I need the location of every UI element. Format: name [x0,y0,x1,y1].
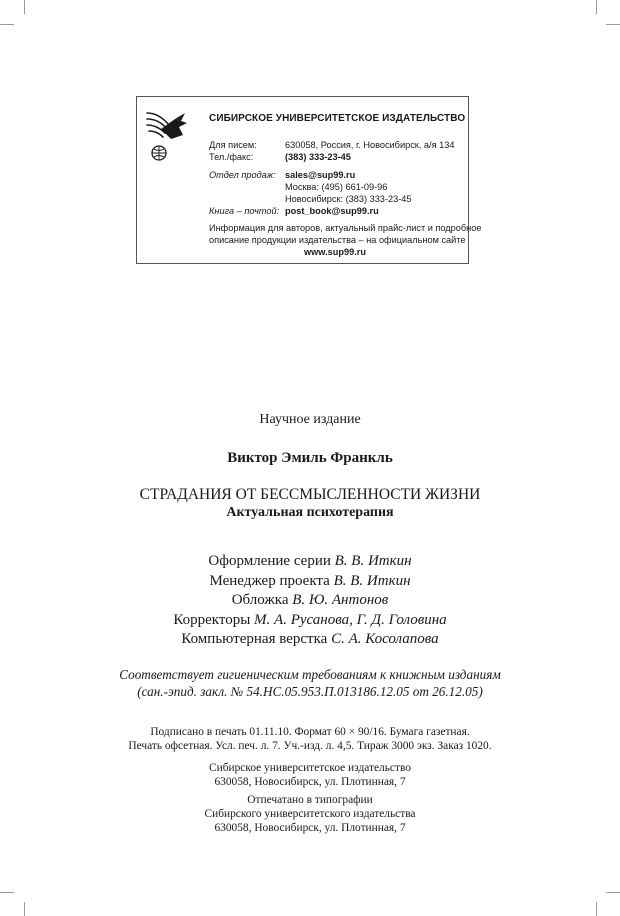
sales-novosibirsk-phone: Новосибирск: (383) 333-23-45 [285,194,412,204]
mail-order-email: post_book@sup99.ru [285,206,379,216]
contact-row-phone [209,151,454,163]
credit-person: В. Ю. Антонов [292,592,389,608]
phone-number: (383) 333-23-45 [285,152,351,162]
contact-row-moscow [209,181,454,193]
credit-person: М. А. Русанова, Г. Д. Головина [254,611,447,628]
crop-mark [596,0,597,14]
address-line: Сибирское университетское издательство [209,762,411,774]
contact-row-mail [209,205,454,217]
mail-order-label: Книга – почтой: [209,206,280,216]
book-subtitle: Актуальная психотерапия [226,505,394,520]
credit-role: Менеджер проекта [209,572,330,589]
sales-label: Отдел продаж: [209,170,276,180]
printer-line: 630058, Новосибирск, ул. Плотинная, 7 [214,822,406,834]
publisher-contacts [209,139,454,217]
info-line: Информация для авторов, актуальный прайс-лист и подробное [209,223,482,233]
letters-label: Для писем: [209,140,257,150]
printer-info [0,793,620,835]
printer-line: Отпечатано в типографии [247,794,373,806]
publisher-contact-box [136,96,482,264]
book-author: Виктор Эмиль Франкль [227,450,393,466]
sales-email: sales@sup99.ru [285,170,356,180]
credit-role: Компьютерная верстка [181,631,328,647]
credit-person: С. А. Косолапова [331,631,439,647]
credit-role: Обложка [231,592,289,608]
crop-mark [24,902,25,916]
info-line: описание продукции издательства – на официальном сайте [209,235,466,245]
sales-moscow-phone: Москва: (495) 661-09-96 [285,182,388,192]
credit-person: В. В. Иткин [333,572,411,589]
credit-line [0,552,620,572]
contact-row-letters [209,139,454,151]
printer-line: Сибирского университетского издательства [204,808,416,820]
edition-type: Научное издание [259,412,361,427]
address-line: 630058, Новосибирск, ул. Плотинная, 7 [214,776,406,788]
publisher-logo-icon [145,105,191,165]
credits-list [0,552,620,650]
publisher-info [209,222,482,258]
crop-mark [606,24,620,25]
hygiene-certificate [0,666,620,700]
credit-role: Оформление серии [208,553,331,569]
publisher-name: СИБИРСКОЕ УНИВЕРСИТЕТСКОЕ ИЗДАТЕЛЬСТВО [209,113,466,124]
contact-row-novosibirsk [209,193,454,205]
contact-row-sales [209,169,454,181]
publisher-address [0,761,620,789]
credit-role: Корректоры [173,611,251,628]
publisher-website: www.sup99.ru [304,247,366,257]
hygiene-line: (сан.-эпид. закл. № 54.НС.05.953.П.013186.12.05 от 26.12.05) [137,684,483,699]
credit-line [0,572,620,592]
crop-mark [596,902,597,916]
crop-mark [0,24,14,25]
crop-mark [24,0,25,14]
credit-line [0,611,620,631]
hygiene-line: Соответствует гигиеническим требованиям к книжным изданиям [119,667,501,682]
credit-person: В. В. Иткин [334,553,412,569]
crop-mark [606,892,620,893]
credit-line [0,591,620,611]
book-title: СТРАДАНИЯ ОТ БЕССМЫСЛЕННОСТИ ЖИЗНИ [139,486,481,503]
print-spec-line: Подписано в печать 01.11.10. Формат 60 × 90/16. Бумага газетная. [150,726,470,738]
letters-address: 630058, Россия, г. Новосибирск, а/я 134 [285,140,455,150]
print-specs [0,725,620,753]
crop-mark [0,892,14,893]
credit-line [0,630,620,650]
phone-label: Тел./факс: [209,152,254,162]
print-spec-line: Печать офсетная. Усл. печ. л. 7. Уч.-изд. л. 4,5. Тираж 3000 экз. Заказ 1020. [128,740,492,752]
